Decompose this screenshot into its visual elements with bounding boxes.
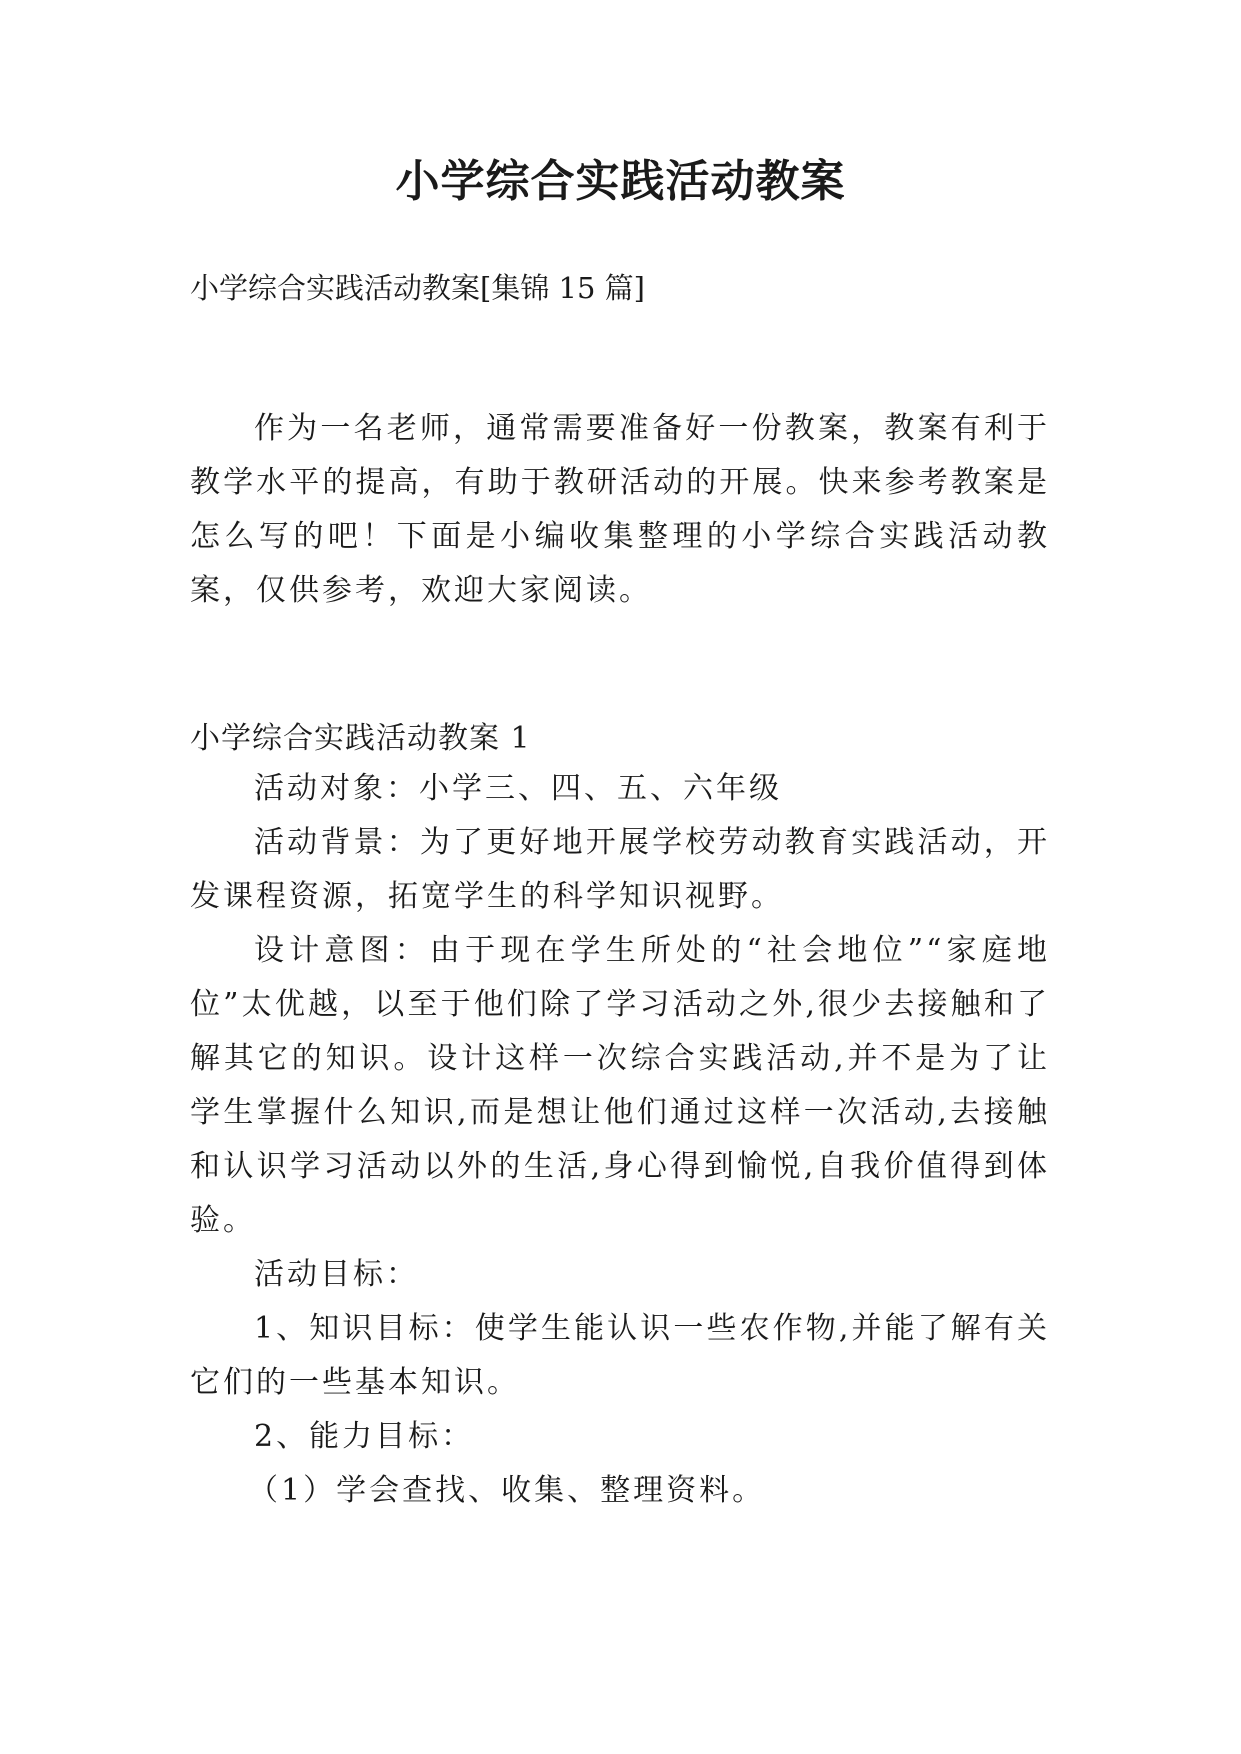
document-title: 小学综合实践活动教案: [395, 156, 846, 207]
section-heading: 小学综合实践活动教案 1: [190, 721, 531, 756]
paragraph-activity-target: 活动对象：小学三、四、五、六年级: [254, 771, 782, 806]
paragraph-ability-item-1: （1）学会查找、收集、整理资料。: [248, 1473, 766, 1508]
intro-paragraph: 作为一名老师，通常需要准备好一份教案，教案有利于教学水平的提高，有助于教研活动的开展。快来参考教案是怎么写的吧！下面是小编收集整理的小学综合实践活动教案，仅供参考，欢迎大家阅读。: [190, 411, 1050, 608]
paragraph-knowledge-goal: 1、知识目标：使学生能认识一些农作物,并能了解有关它们的一些基本知识。: [190, 1311, 1050, 1400]
paragraph-activity-goals: 活动目标：: [254, 1257, 419, 1292]
paragraph-design-intent: 设计意图：由于现在学生所处的“社会地位”“家庭地位”太优越，以至于他们除了学习活动之外,很少去接触和了解其它的知识。设计这样一次综合实践活动,并不是为了让学生掌握什么知识,而是想让他们通过这样一次活动,去接触和认识学习活动以外的生活,身心得到愉悦,自我价值得到体验。: [190, 933, 1050, 1238]
paragraph-activity-background: 活动背景：为了更好地开展学校劳动教育实践活动，开发课程资源，拓宽学生的科学知识视野。: [190, 825, 1050, 914]
body-section: [190, 716, 1050, 1518]
intro-section: [190, 402, 1050, 618]
document-subtitle: 小学综合实践活动教案[集锦 15 篇]: [190, 271, 645, 305]
paragraph-ability-goal: 2、能力目标：: [254, 1419, 475, 1454]
